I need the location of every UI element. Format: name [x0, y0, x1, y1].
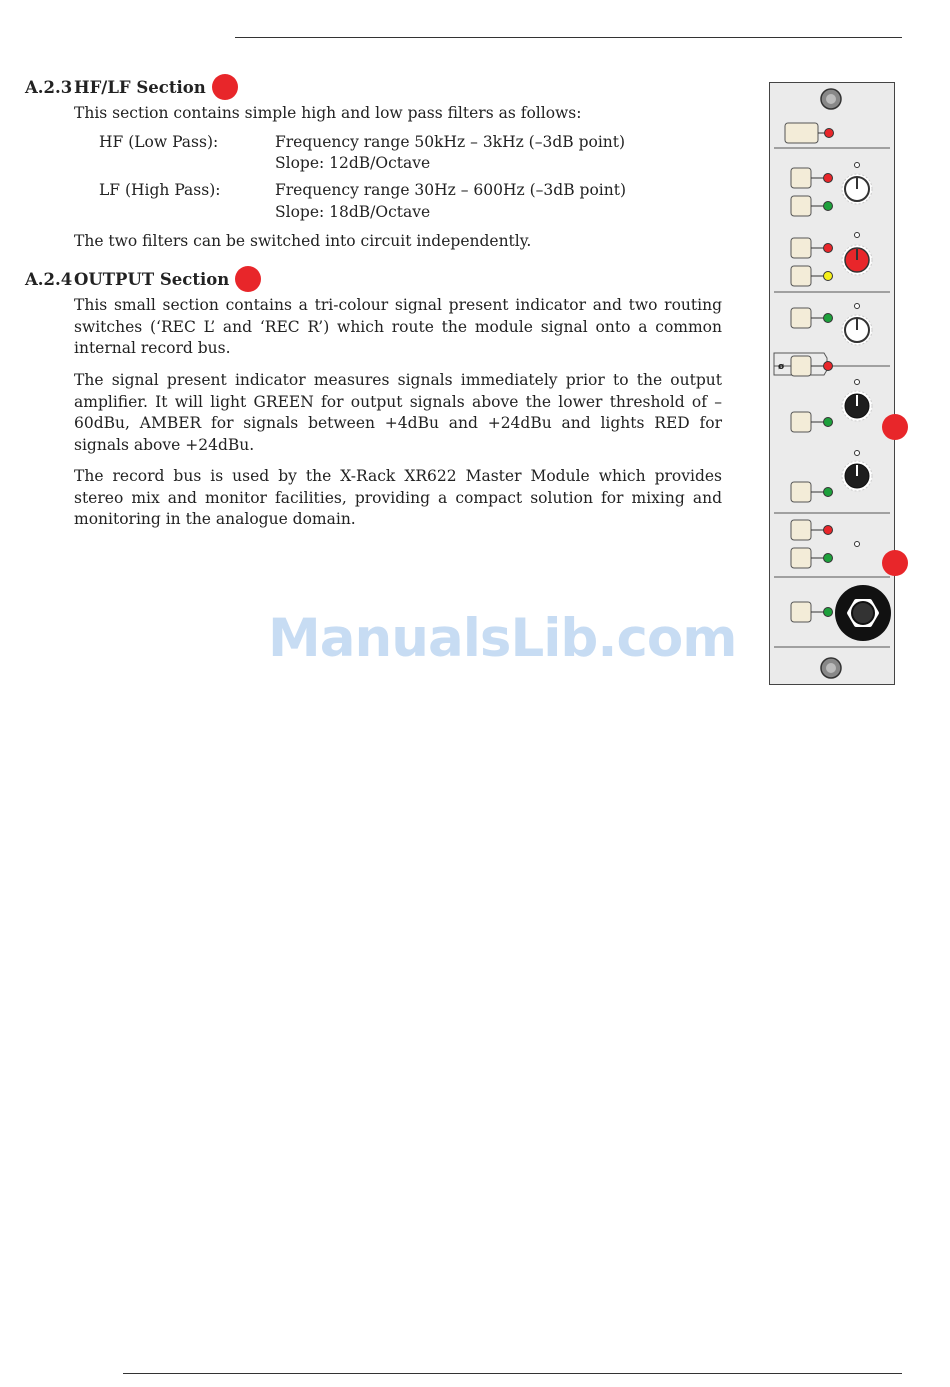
switch-button — [791, 266, 811, 286]
switch-button — [785, 123, 818, 143]
led-red — [824, 362, 833, 371]
switch-button — [791, 196, 811, 216]
section-title: OUTPUT Section — [74, 269, 230, 289]
bottom-rule — [123, 1373, 902, 1374]
led-red — [824, 174, 833, 183]
switch-button — [791, 168, 811, 188]
led-green — [824, 202, 833, 211]
spec-value-lf-slope: Slope: 18dB/Octave — [275, 203, 431, 221]
spec-label-lf: LF (High Pass): — [99, 181, 221, 199]
led-red — [825, 129, 834, 138]
section-heading-output — [25, 266, 261, 292]
callout-marker-icon — [882, 414, 908, 440]
callout-marker-icon — [235, 266, 261, 292]
section-title: HF/LF Section — [74, 77, 206, 97]
switch-button — [791, 308, 811, 328]
led-red — [824, 244, 833, 253]
spec-value-lf-range: Frequency range 30Hz – 600Hz (–3dB point) — [275, 181, 626, 199]
section-outro: The two filters can be switched into circuit independently. — [74, 232, 532, 250]
callout-marker-icon — [882, 550, 908, 576]
watermark: ManualsLib.com — [268, 608, 737, 669]
spec-value-hf-range: Frequency range 50kHz – 3kHz (–3dB point) — [275, 133, 626, 151]
top-rule — [235, 37, 902, 38]
switch-button — [791, 520, 811, 540]
section-intro: This section contains simple high and low pass filters as follows: — [74, 104, 582, 122]
led-green — [824, 418, 833, 427]
led-green — [824, 314, 833, 323]
switch-button — [791, 238, 811, 258]
screw-icon — [821, 89, 841, 109]
paragraph: The signal present indicator measures signals immediately prior to the output amplifier. It will light GREEN for output signals above the lower threshold of –60dBu, AMBER for signals between +4dBu and +24dBu and lights RED for signals above +24dBu. — [74, 371, 722, 454]
section-number: A.2.4 — [25, 269, 73, 289]
led-green — [824, 554, 833, 563]
spec-value-hf-slope: Slope: 12dB/Octave — [275, 154, 431, 172]
led-green — [824, 488, 833, 497]
spec-label-hf: HF (Low Pass): — [99, 133, 219, 151]
switch-button — [791, 412, 811, 432]
module-panel-diagram — [769, 82, 896, 686]
paragraph: The record bus is used by the X-Rack XR622 Master Module which provides stereo mix and monitor facilities, providing a compact solution for mixing and monitoring in the analogue domain. — [74, 467, 722, 528]
led-green — [824, 608, 833, 617]
signal-led — [855, 542, 860, 547]
switch-button — [791, 602, 811, 622]
section-number: A.2.3 — [25, 77, 73, 97]
led-red — [824, 526, 833, 535]
section-heading-hflf — [25, 74, 238, 100]
switch-button — [791, 482, 811, 502]
jack-socket-icon — [835, 585, 891, 641]
led-yellow — [824, 272, 833, 281]
phase-symbol: ø — [778, 362, 785, 372]
switch-button — [791, 356, 811, 376]
screw-icon — [821, 658, 841, 678]
callout-marker-icon — [212, 74, 238, 100]
switch-button — [791, 548, 811, 568]
paragraph: This small section contains a tri-colour signal present indicator and two routing switches (‘REC L’ and ‘REC R’) which route the module signal onto a common internal record bus. — [74, 296, 722, 357]
